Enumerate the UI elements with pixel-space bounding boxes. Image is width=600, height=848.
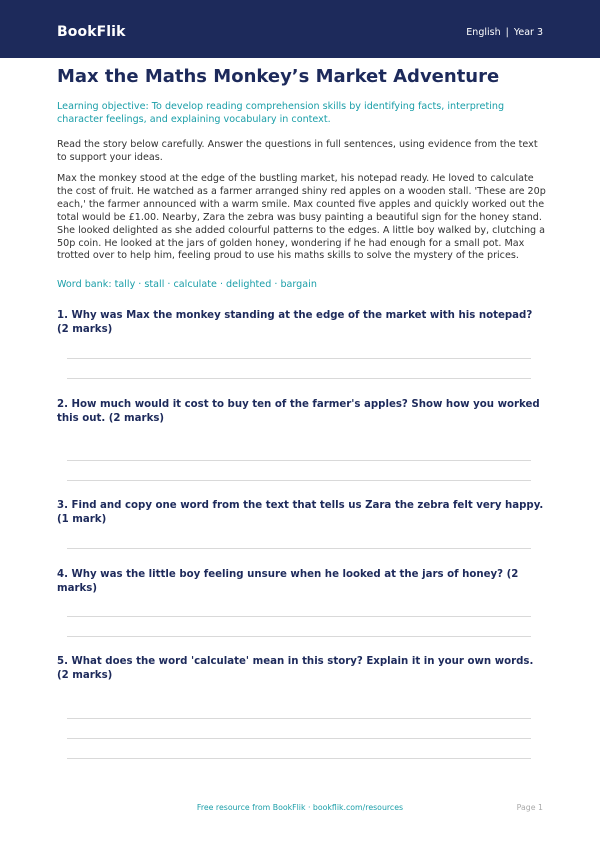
word-bank: Word bank: tally · stall · calculate · delighted · bargain <box>57 279 317 290</box>
page-header <box>0 0 600 58</box>
question-1: 1. Why was Max the monkey standing at the edge of the market with his notepad? (2 marks) <box>57 310 533 335</box>
answer-line[interactable] <box>67 378 531 379</box>
answer-line[interactable] <box>67 738 531 739</box>
subject-year <box>466 27 543 39</box>
question-2: 2. How much would it cost to buy ten of the farmer's apples? Show how you worked this out. (2 marks) <box>57 399 540 424</box>
answer-line[interactable] <box>67 358 531 359</box>
story-text: Max the monkey stood at the edge of the bustling market, his notepad ready. He loved to calculate the cost of fruit. He watched as a farmer arranged shiny red apples on a wooden stall. 'These are 20p each,' the farmer announced with a warm smile. Max counted five apples and quickly worked out the total would be £1.00. Nearby, Zara the zebra was busy painting a beautiful sign for the honey stand. She looked delighted as she added colourful patterns to the edges. A little boy walked by, clutching a 50p coin. He looked at the jars of golden honey, wondering if he had enough for a small pot. Max trotted over to help him, feeling proud to use his maths skills to solve the mystery of the prices. <box>57 173 546 262</box>
answer-line[interactable] <box>67 636 531 637</box>
answer-line[interactable] <box>67 548 531 549</box>
page-footer <box>0 802 600 814</box>
question-3: 3. Find and copy one word from the text that tells us Zara the zebra felt very happy. (1 mark) <box>57 500 544 525</box>
subject-label: English <box>466 27 501 38</box>
footer-source: Free resource from BookFlik · bookflik.com/resources <box>196 803 404 812</box>
year-label: Year 3 <box>513 27 543 38</box>
answer-line[interactable] <box>67 460 531 461</box>
meta-separator: | <box>505 27 509 38</box>
worksheet-title: Max the Maths Monkey’s Market Adventure <box>57 66 500 87</box>
instructions: Read the story below carefully. Answer the questions in full sentences, using evidence from the text to support your ideas. <box>57 139 538 163</box>
answer-line[interactable] <box>67 718 531 719</box>
brand-logo: BookFlik <box>57 24 126 40</box>
learning-objective: Learning objective: To develop reading comprehension skills by identifying facts, interpreting character feelings, and explaining vocabulary in context. <box>57 101 505 125</box>
answer-line[interactable] <box>67 616 531 617</box>
answer-line[interactable] <box>67 758 531 759</box>
page-number: Page 1 <box>516 803 543 812</box>
answer-line[interactable] <box>67 480 531 481</box>
question-5: 5. What does the word 'calculate' mean in this story? Explain it in your own words. (2 marks) <box>57 656 534 681</box>
question-4: 4. Why was the little boy feeling unsure when he looked at the jars of honey? (2 marks) <box>57 569 519 594</box>
